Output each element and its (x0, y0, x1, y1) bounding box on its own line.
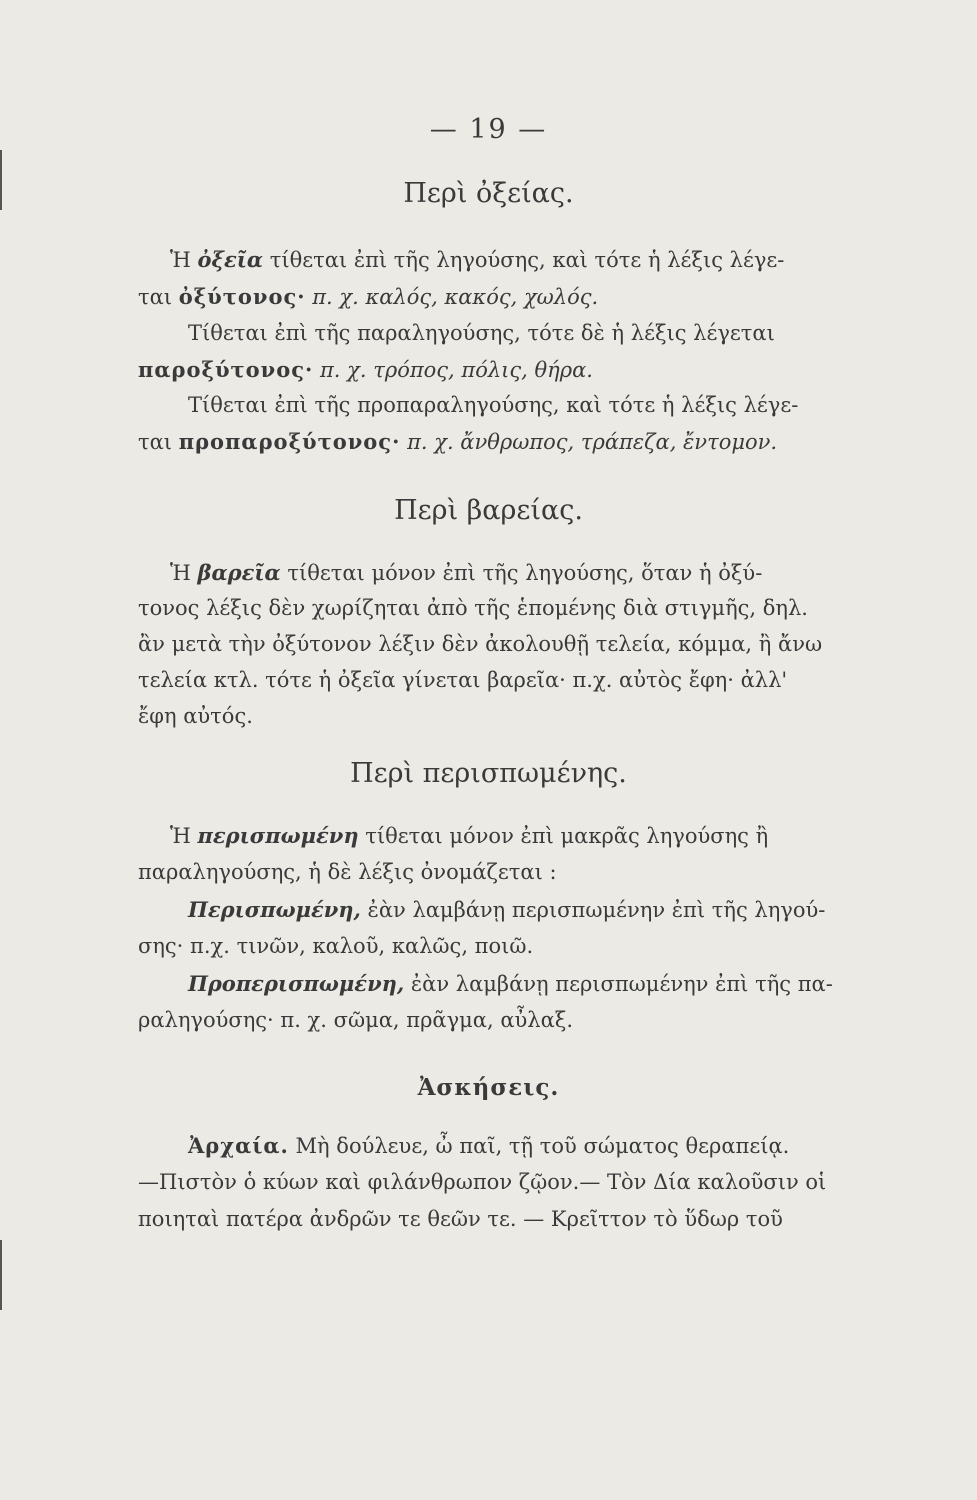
page-edge-mark (0, 1240, 2, 1310)
text-line: Προπερισπωμένη, ἐὰν λαμβάνῃ περισπωμένην ἐπὶ τῆς πα- (188, 971, 833, 996)
text-line: Ἀρχαία. Μὴ δούλευε, ὦ παῖ, τῇ τοῦ σώματος θεραπείᾳ. (188, 1133, 790, 1158)
text-line: τελεία κτλ. τότε ἡ ὀξεῖα γίνεται βαρεῖα· π.χ. αὐτὸς ἔφη· ἀλλ' (138, 668, 788, 692)
text-line: παραληγούσης, ἡ δὲ λέξις ὀνομάζεται : (138, 860, 557, 884)
text-line: ται προπαροξύτονος· π. χ. ἄνθρωπος, τράπεζα, ἔντομον. (138, 429, 778, 454)
page-number: — 19 — (429, 114, 548, 145)
text-line: τονος λέξις δὲν χωρίζηται ἀπὸ τῆς ἑπομένης διὰ στιγμῆς, δηλ. (138, 596, 808, 620)
section-heading-perispomeni: Περὶ περισπωμένης. (350, 758, 627, 789)
section-heading-askiseis: Ἀσκήσεις. (417, 1074, 560, 1101)
text-line: ραληγούσης· π. χ. σῶμα, πρᾶγμα, αὖλαξ. (138, 1008, 574, 1032)
section-heading-oxeia: Περὶ ὀξείας. (403, 178, 574, 209)
text-line: Τίθεται ἐπὶ τῆς παραληγούσης, τότε δὲ ἡ λέξις λέγεται (188, 321, 775, 345)
section-heading-bareia: Περὶ βαρείας. (394, 495, 583, 526)
text-line: ποιηταὶ πατέρα ἀνδρῶν τε θεῶν τε. — Κρεῖττον τὸ ὕδωρ τοῦ (138, 1207, 783, 1231)
text-line: Ἡ βαρεῖα τίθεται μόνον ἐπὶ τῆς ληγούσης, ὅταν ἡ ὀξύ- (170, 560, 763, 585)
text-line: —Πιστὸν ὁ κύων καὶ φιλάνθρωπον ζῷον.— Τὸν Δία καλοῦσιν οἱ (138, 1170, 827, 1194)
text-line: σης· π.χ. τινῶν, καλοῦ, καλῶς, ποιῶ. (138, 934, 534, 958)
text-line: ται ὀξύτονος· π. χ. καλός, κακός, χωλός. (138, 284, 599, 309)
text-line: Ἡ ὀξεῖα τίθεται ἐπὶ τῆς ληγούσης, καὶ τότε ἡ λέξις λέγε- (170, 247, 785, 272)
text-line: Τίθεται ἐπὶ τῆς προπαραληγούσης, καὶ τότε ἡ λέξις λέγε- (188, 393, 799, 417)
text-line: ἔφη αὐτός. (138, 704, 253, 728)
text-line: παροξύτονος· π. χ. τρόπος, πόλις, θήρα. (138, 357, 593, 382)
text-line: ἂν μετὰ τὴν ὀξύτονον λέξιν δὲν ἀκολουθῇ τελεία, κόμμα, ἢ ἄνω (138, 632, 823, 656)
text-line: Περισπωμένη, ἐὰν λαμβάνῃ περισπωμένην ἐπὶ τῆς ληγού- (188, 897, 826, 922)
text-line: Ἡ περισπωμένη τίθεται μόνον ἐπὶ μακρᾶς ληγούσης ἢ (170, 823, 769, 848)
